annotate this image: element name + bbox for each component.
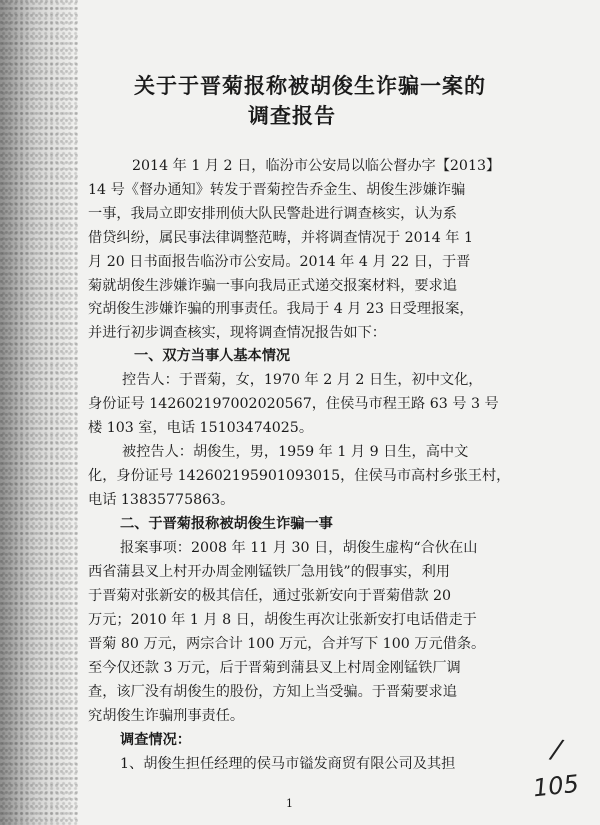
body-line: 报案事项：2008 年 11 月 30 日，胡俊生虚构“合伙在山 xyxy=(120,540,478,556)
body-line: 楼 103 室，电话 15103474025。 xyxy=(88,420,314,436)
body-line: 被控告人：胡俊生，男，1959 年 1 月 9 日生，高中文 xyxy=(122,444,469,460)
section-heading: 一、双方当事人基本情况 xyxy=(134,348,291,364)
handwritten-page-number: 105 xyxy=(531,769,581,803)
body-line: 晋菊 80 万元，两宗合计 100 万元，合并写下 100 万元借条。 xyxy=(88,636,486,652)
body-line: 究胡俊生涉嫌诈骗的刑事责任。我局于 4 月 23 日受理报案， xyxy=(88,301,474,317)
body-line: 至今仅还款 3 万元，后于晋菊到蒲县叉上村周金刚锰铁厂调 xyxy=(88,660,461,676)
title-line-1: 关于于晋菊报称被胡俊生诈骗一案的 xyxy=(134,73,486,98)
title-line-2: 调查报告 xyxy=(248,103,336,128)
body-line: 电话 13835775863。 xyxy=(88,492,235,508)
body-line: 控告人：于晋菊，女，1970 年 2 月 2 日生，初中文化， xyxy=(122,372,483,388)
body-line: 菊就胡俊生涉嫌诈骗一事向我局正式递交报案材料，要求追 xyxy=(88,278,457,294)
body-line: 化，身份证号 142602195901093015，住侯马市高村乡张王村， xyxy=(88,468,511,484)
body-line: 14 号《督办通知》转发于晋菊控告乔金生、胡俊生涉嫌诈骗 xyxy=(88,182,466,198)
body-line: 查，该厂没有胡俊生的股份，方知上当受骗。于晋菊要求追 xyxy=(88,684,457,700)
body-line: 西省蒲县叉上村开办周金刚锰铁厂急用钱”的假事实，利用 xyxy=(88,564,450,580)
page-number: 1 xyxy=(286,797,293,810)
body-line: 究胡俊生诈骗刑事责任。 xyxy=(88,708,245,724)
body-line: 于晋菊对张新安的极其信任，通过张新安向于晋菊借款 20 xyxy=(88,588,452,604)
body-line: 万元；2010 年 1 月 8 日，胡俊生再次让张新安打电话借走于 xyxy=(88,612,477,628)
body-line: 1、胡俊生担任经理的侯马市镒发商贸有限公司及其担 xyxy=(120,756,456,772)
body-line: 身份证号 142602197002020567，住侯马市程王路 63 号 3 号 xyxy=(88,396,499,412)
section-heading: 二、于晋菊报称被胡俊生诈骗一事 xyxy=(120,516,333,532)
handwritten-mark: / xyxy=(549,734,563,766)
body-line: 月 20 日书面报告临汾市公安局。2014 年 4 月 22 日，于晋 xyxy=(88,254,471,270)
body-line: 借贷纠纷，属民事法律调整范畴，并将调查情况于 2014 年 1 xyxy=(88,230,473,246)
body-line: 一事，我局立即安排刑侦大队民警赴进行调查核实，认为系 xyxy=(88,206,457,222)
section-heading: 调查情况： xyxy=(120,732,191,748)
body-line: 2014 年 1 月 2 日，临汾市公安局以临公督办字【2013】 xyxy=(132,158,501,174)
body-line: 并进行初步调查核实，现将调查情况报告如下： xyxy=(88,325,386,341)
